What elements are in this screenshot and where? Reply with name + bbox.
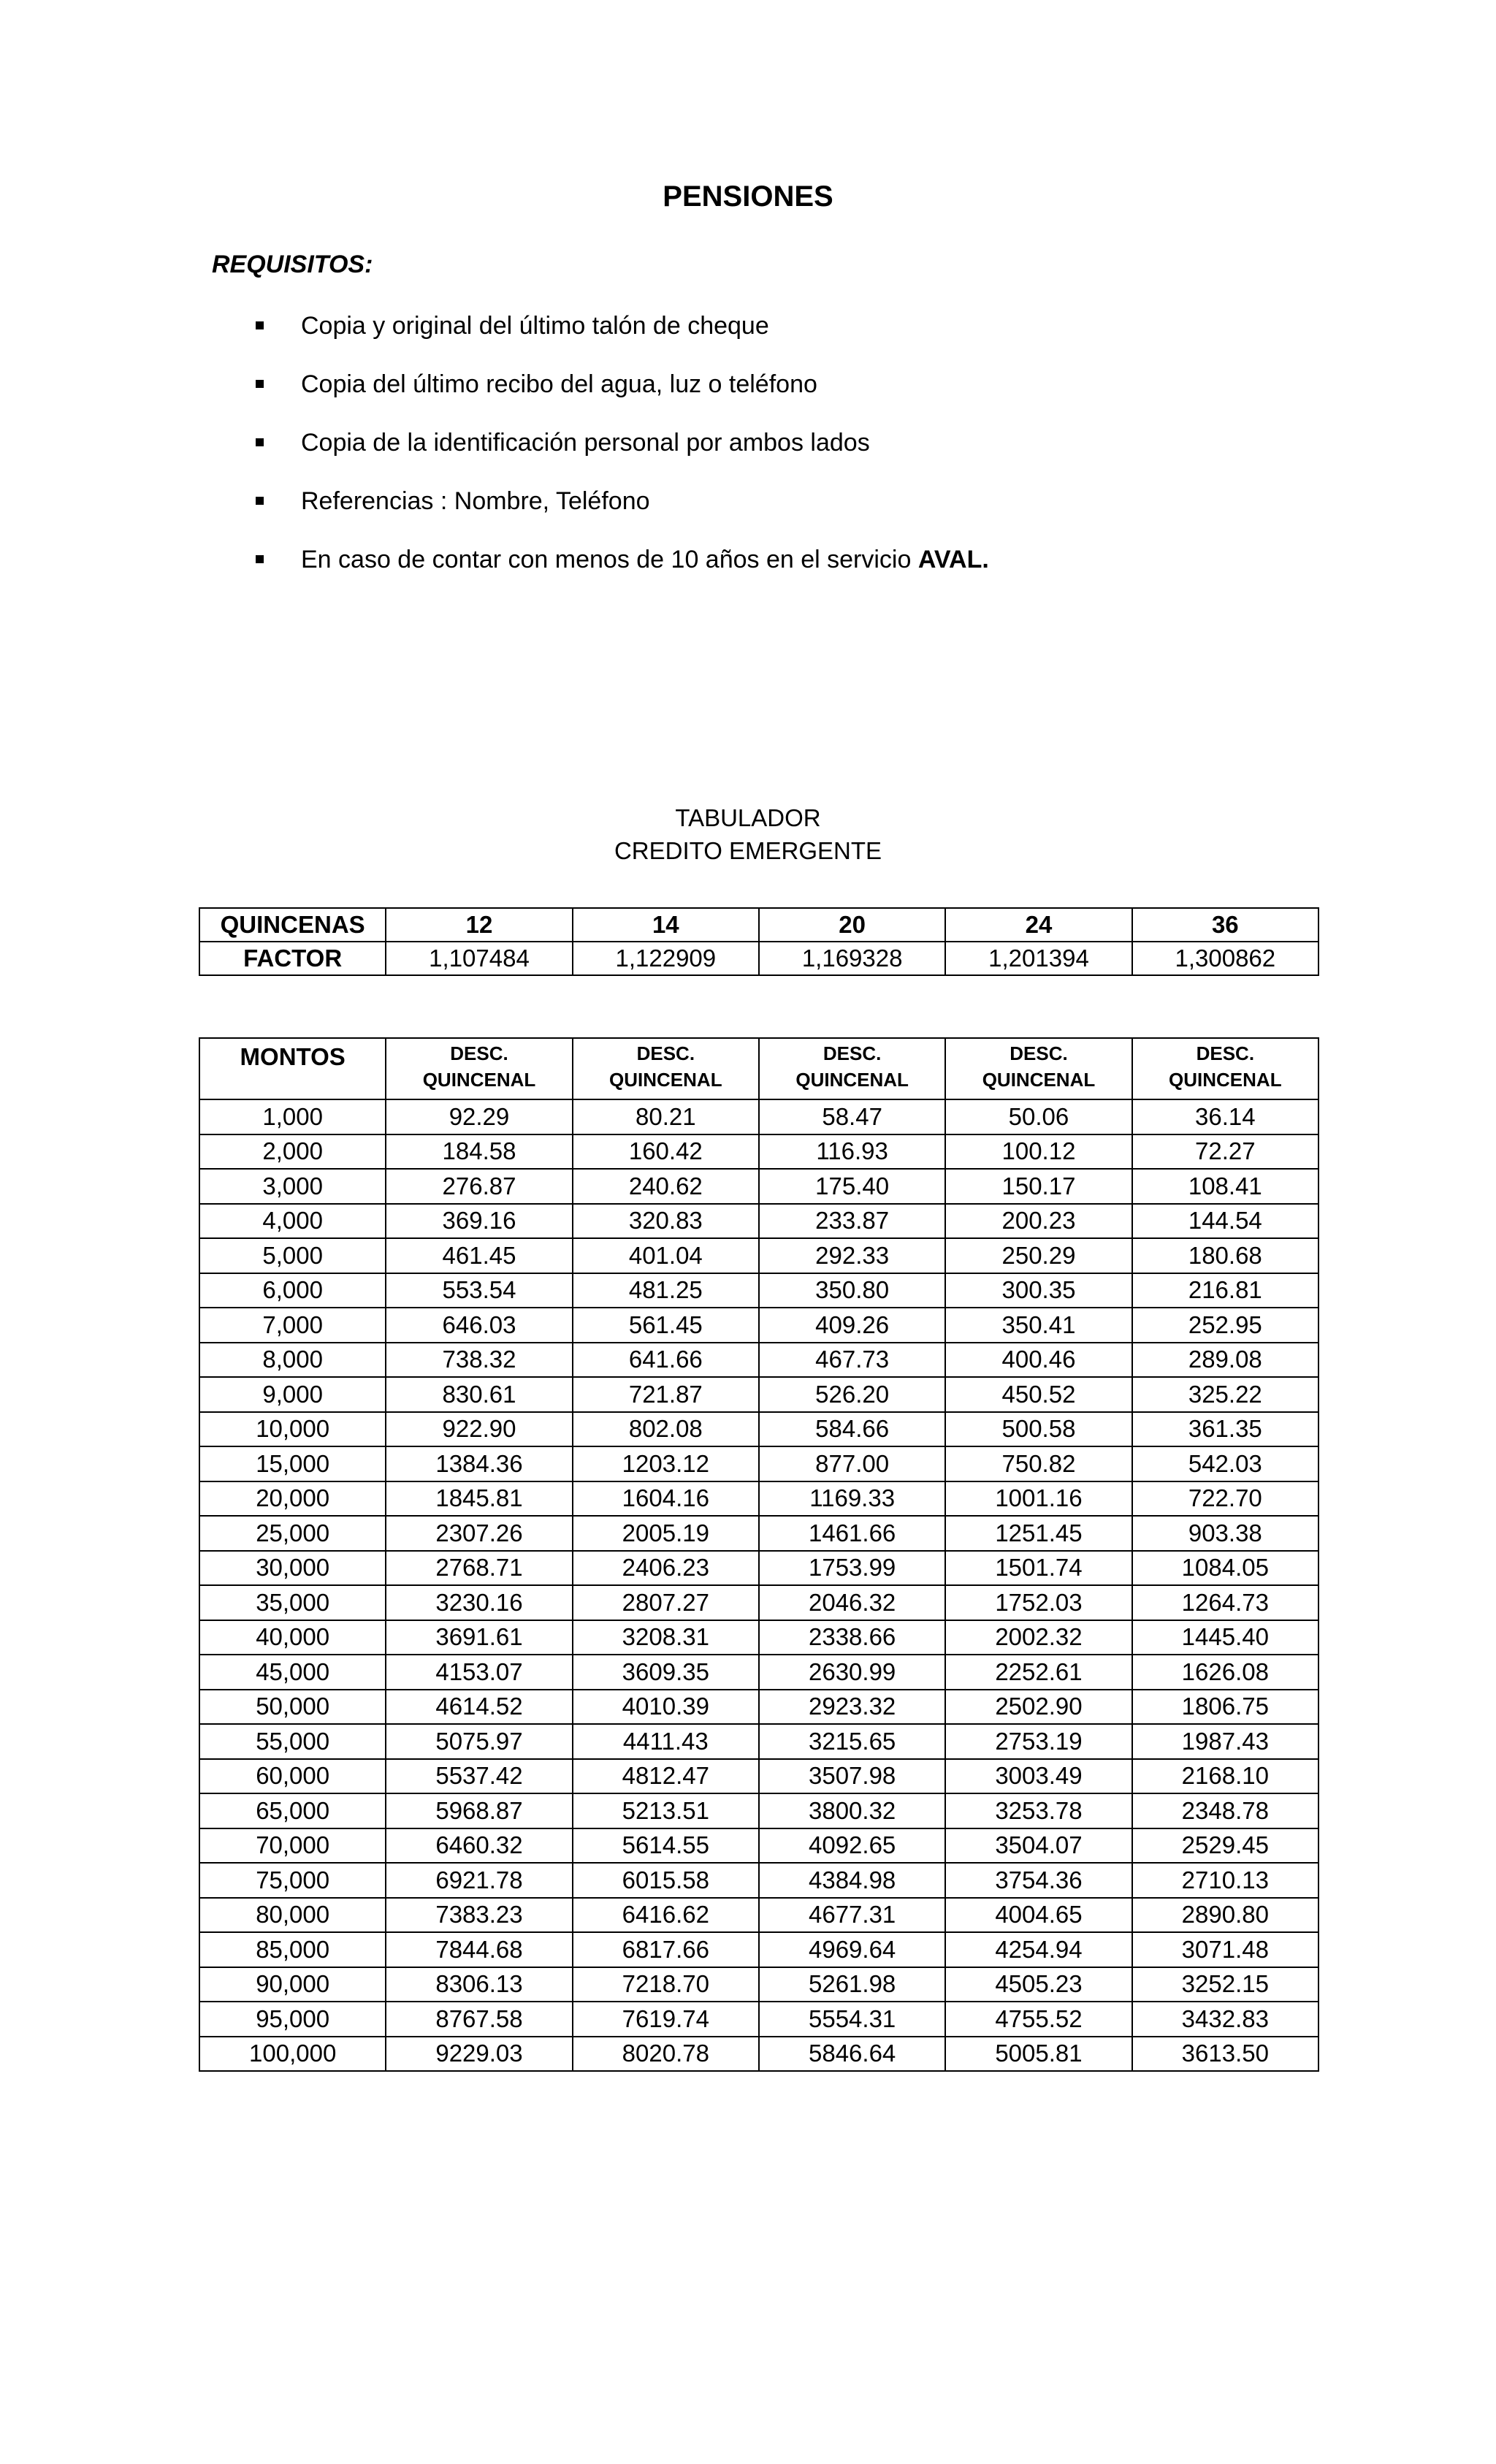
desc-quincenal-cell: 3253.78 [945,1793,1131,1828]
monto-cell: 1,000 [199,1099,386,1134]
amount-table-body [199,1099,1318,2071]
desc-quincenal-cell: 1752.03 [945,1585,1131,1620]
desc-quincenal-cell: 2406.23 [573,1551,759,1586]
monto-cell: 30,000 [199,1551,386,1586]
monto-cell: 75,000 [199,1863,386,1898]
desc-quincenal-cell: 721.87 [573,1377,759,1412]
requirement-text: En caso de contar con menos de 10 años en el servicio [301,546,918,573]
desc-header [945,1038,1131,1099]
desc-quincenal-cell: 877.00 [759,1446,945,1481]
desc-quincenal-cell: 4969.64 [759,1932,945,1967]
desc-quincenal-cell: 646.03 [386,1308,572,1343]
monto-cell: 9,000 [199,1377,386,1412]
monto-cell: 25,000 [199,1516,386,1551]
desc-quincenal-cell: 3609.35 [573,1655,759,1690]
desc-quincenal-cell: 150.17 [945,1169,1131,1204]
desc-quincenal-cell: 300.35 [945,1273,1131,1308]
desc-quincenal-cell: 1169.33 [759,1481,945,1517]
monto-cell: 70,000 [199,1828,386,1864]
desc-quincenal-cell: 4004.65 [945,1898,1131,1933]
desc-quincenal-cell: 3230.16 [386,1585,572,1620]
desc-quincenal-cell: 7383.23 [386,1898,572,1933]
desc-quincenal-cell: 738.32 [386,1343,572,1378]
desc-quincenal-cell: 2348.78 [1132,1793,1318,1828]
desc-quincenal-cell: 1084.05 [1132,1551,1318,1586]
desc-quincenal-cell: 1806.75 [1132,1690,1318,1725]
bullet-icon [256,321,264,329]
desc-quincenal-cell: 903.38 [1132,1516,1318,1551]
monto-cell: 80,000 [199,1898,386,1933]
desc-quincenal-cell: 3003.49 [945,1759,1131,1794]
factor-label: FACTOR [199,942,386,975]
desc-quincenal-cell: 584.66 [759,1412,945,1447]
desc-quincenal-cell: 2168.10 [1132,1759,1318,1794]
desc-quincenal-cell: 2529.45 [1132,1828,1318,1864]
table-row [199,1724,1318,1759]
requirement-bold-text: AVAL. [917,546,989,573]
desc-quincenal-cell: 4092.65 [759,1828,945,1864]
desc-quincenal-cell: 5537.42 [386,1759,572,1794]
quincenas-row [199,908,1318,942]
desc-quincenal-cell: 1753.99 [759,1551,945,1586]
desc-quincenal-cell: 2807.27 [573,1585,759,1620]
desc-quincenal-cell: 4411.43 [573,1724,759,1759]
desc-quincenal-cell: 50.06 [945,1099,1131,1134]
desc-quincenal-cell: 1001.16 [945,1481,1131,1517]
table-row [199,1585,1318,1620]
desc-header [759,1038,945,1099]
table-row [199,1516,1318,1551]
desc-quincenal-cell: 292.33 [759,1238,945,1273]
table-row [199,1620,1318,1655]
desc-quincenal-cell: 1501.74 [945,1551,1131,1586]
desc-quincenal-cell: 240.62 [573,1169,759,1204]
desc-quincenal-cell: 7619.74 [573,2002,759,2037]
monto-cell: 60,000 [199,1759,386,1794]
table-row [199,1655,1318,1690]
table-row [199,1134,1318,1170]
desc-quincenal-cell: 116.93 [759,1134,945,1170]
desc-quincenal-cell: 350.41 [945,1308,1131,1343]
requirement-item [256,365,989,424]
requirement-item [256,541,989,599]
monto-cell: 6,000 [199,1273,386,1308]
desc-quincenal-cell: 2002.32 [945,1620,1131,1655]
factor-row [199,942,1318,975]
desc-quincenal-cell: 250.29 [945,1238,1131,1273]
factor-cell: 1,107484 [386,942,572,975]
desc-quincenal-cell: 9229.03 [386,2037,572,2072]
bullet-icon [256,497,264,505]
desc-quincenal-cell: 1264.73 [1132,1585,1318,1620]
desc-quincenal-cell: 5554.31 [759,2002,945,2037]
desc-quincenal-cell: 2046.32 [759,1585,945,1620]
desc-quincenal-cell: 6817.66 [573,1932,759,1967]
desc-header [386,1038,572,1099]
desc-quincenal-cell: 4505.23 [945,1967,1131,2002]
requirements-heading: REQUISITOS: [212,251,373,278]
desc-quincenal-cell: 2710.13 [1132,1863,1318,1898]
table-row [199,1967,1318,2002]
desc-header-line1: DESC. [1010,1042,1068,1064]
desc-quincenal-cell: 216.81 [1132,1273,1318,1308]
desc-quincenal-cell: 750.82 [945,1446,1131,1481]
desc-quincenal-cell: 1203.12 [573,1446,759,1481]
monto-cell: 85,000 [199,1932,386,1967]
desc-quincenal-cell: 8767.58 [386,2002,572,2037]
desc-quincenal-cell: 2252.61 [945,1655,1131,1690]
monto-cell: 65,000 [199,1793,386,1828]
desc-header-line2: QUINCENAL [1169,1069,1282,1091]
requirement-item [256,424,989,482]
desc-quincenal-cell: 350.80 [759,1273,945,1308]
desc-quincenal-cell: 6015.58 [573,1863,759,1898]
table-row [199,1308,1318,1343]
desc-quincenal-cell: 5968.87 [386,1793,572,1828]
requirement-text: Copia de la identificación personal por ambos lados [301,429,870,457]
desc-quincenal-cell: 401.04 [573,1238,759,1273]
table-row [199,2037,1318,2072]
desc-quincenal-cell: 361.35 [1132,1412,1318,1447]
desc-quincenal-cell: 2768.71 [386,1551,572,1586]
desc-quincenal-cell: 4010.39 [573,1690,759,1725]
table-row [199,1759,1318,1794]
desc-quincenal-cell: 1251.45 [945,1516,1131,1551]
desc-quincenal-cell: 542.03 [1132,1446,1318,1481]
desc-quincenal-cell: 184.58 [386,1134,572,1170]
desc-quincenal-cell: 2005.19 [573,1516,759,1551]
monto-cell: 40,000 [199,1620,386,1655]
table-row [199,1169,1318,1204]
desc-quincenal-cell: 1987.43 [1132,1724,1318,1759]
monto-cell: 45,000 [199,1655,386,1690]
monto-cell: 100,000 [199,2037,386,2072]
desc-quincenal-cell: 6460.32 [386,1828,572,1864]
desc-quincenal-cell: 8020.78 [573,2037,759,2072]
factor-cell: 1,122909 [573,942,759,975]
table-row [199,1932,1318,1967]
desc-quincenal-cell: 1845.81 [386,1481,572,1517]
desc-quincenal-cell: 3071.48 [1132,1932,1318,1967]
desc-quincenal-cell: 3691.61 [386,1620,572,1655]
desc-quincenal-cell: 72.27 [1132,1134,1318,1170]
desc-quincenal-cell: 36.14 [1132,1099,1318,1134]
monto-cell: 8,000 [199,1343,386,1378]
bullet-icon [256,555,264,563]
tabulador-subtitle: CREDITO EMERGENTE [614,837,882,864]
desc-quincenal-cell: 553.54 [386,1273,572,1308]
monto-cell: 7,000 [199,1308,386,1343]
desc-quincenal-cell: 802.08 [573,1412,759,1447]
desc-quincenal-cell: 4755.52 [945,2002,1131,2037]
desc-quincenal-cell: 1604.16 [573,1481,759,1517]
desc-quincenal-cell: 641.66 [573,1343,759,1378]
table-row [199,1793,1318,1828]
desc-quincenal-cell: 1626.08 [1132,1655,1318,1690]
monto-cell: 90,000 [199,1967,386,2002]
quincenas-cell: 24 [945,908,1131,942]
desc-quincenal-cell: 325.22 [1132,1377,1318,1412]
desc-quincenal-cell: 2338.66 [759,1620,945,1655]
page-title: PENSIONES [663,180,833,213]
monto-cell: 50,000 [199,1690,386,1725]
desc-quincenal-cell: 144.54 [1132,1204,1318,1239]
factor-cell: 1,169328 [759,942,945,975]
desc-header-line1: DESC. [1196,1042,1255,1064]
desc-quincenal-cell: 7844.68 [386,1932,572,1967]
desc-quincenal-cell: 2753.19 [945,1724,1131,1759]
desc-quincenal-cell: 3432.83 [1132,2002,1318,2037]
desc-quincenal-cell: 108.41 [1132,1169,1318,1204]
desc-quincenal-cell: 3215.65 [759,1724,945,1759]
desc-quincenal-cell: 4812.47 [573,1759,759,1794]
desc-quincenal-cell: 461.45 [386,1238,572,1273]
desc-quincenal-cell: 4384.98 [759,1863,945,1898]
desc-quincenal-cell: 526.20 [759,1377,945,1412]
desc-quincenal-cell: 4677.31 [759,1898,945,1933]
desc-quincenal-cell: 3800.32 [759,1793,945,1828]
requirement-text: Referencias : Nombre, Teléfono [301,487,650,515]
table-row [199,1412,1318,1447]
monto-cell: 95,000 [199,2002,386,2037]
desc-quincenal-cell: 233.87 [759,1204,945,1239]
table-row [199,1863,1318,1898]
table-row [199,1099,1318,1134]
desc-quincenal-cell: 5075.97 [386,1724,572,1759]
desc-quincenal-cell: 5846.64 [759,2037,945,2072]
desc-quincenal-cell: 3208.31 [573,1620,759,1655]
tabulador-heading [0,801,1496,867]
desc-quincenal-cell: 467.73 [759,1343,945,1378]
desc-quincenal-cell: 4254.94 [945,1932,1131,1967]
monto-cell: 5,000 [199,1238,386,1273]
desc-quincenal-cell: 3252.15 [1132,1967,1318,2002]
table-row [199,1551,1318,1586]
factor-table [199,907,1319,976]
desc-quincenal-cell: 160.42 [573,1134,759,1170]
desc-quincenal-cell: 3507.98 [759,1759,945,1794]
desc-quincenal-cell: 4153.07 [386,1655,572,1690]
quincenas-cell: 12 [386,908,572,942]
requirement-text: Copia y original del último talón de cheque [301,312,769,340]
monto-cell: 15,000 [199,1446,386,1481]
desc-quincenal-cell: 1461.66 [759,1516,945,1551]
quincenas-cell: 36 [1132,908,1318,942]
desc-header-line1: DESC. [823,1042,882,1064]
requirement-item [256,482,989,541]
table-row [199,1898,1318,1933]
table-row [199,1343,1318,1378]
table-row [199,1690,1318,1725]
desc-quincenal-cell: 722.70 [1132,1481,1318,1517]
bullet-icon [256,380,264,388]
desc-quincenal-cell: 8306.13 [386,1967,572,2002]
desc-quincenal-cell: 450.52 [945,1377,1131,1412]
desc-quincenal-cell: 80.21 [573,1099,759,1134]
desc-quincenal-cell: 400.46 [945,1343,1131,1378]
desc-quincenal-cell: 180.68 [1132,1238,1318,1273]
desc-header-line2: QUINCENAL [795,1069,909,1091]
desc-header-line1: DESC. [450,1042,508,1064]
desc-quincenal-cell: 922.90 [386,1412,572,1447]
desc-quincenal-cell: 5614.55 [573,1828,759,1864]
desc-quincenal-cell: 6416.62 [573,1898,759,1933]
quincenas-cell: 20 [759,908,945,942]
desc-header [573,1038,759,1099]
table-row [199,1481,1318,1517]
desc-quincenal-cell: 561.45 [573,1308,759,1343]
quincenas-label: QUINCENAS [199,908,386,942]
monto-cell: 35,000 [199,1585,386,1620]
monto-cell: 20,000 [199,1481,386,1517]
tabulador-title: TABULADOR [675,804,821,831]
desc-quincenal-cell: 409.26 [759,1308,945,1343]
table-row [199,1446,1318,1481]
quincenas-cell: 14 [573,908,759,942]
desc-quincenal-cell: 3754.36 [945,1863,1131,1898]
desc-quincenal-cell: 320.83 [573,1204,759,1239]
desc-quincenal-cell: 5261.98 [759,1967,945,2002]
desc-quincenal-cell: 369.16 [386,1204,572,1239]
monto-cell: 4,000 [199,1204,386,1239]
desc-quincenal-cell: 500.58 [945,1412,1131,1447]
factor-cell: 1,201394 [945,942,1131,975]
desc-quincenal-cell: 3613.50 [1132,2037,1318,2072]
desc-quincenal-cell: 5005.81 [945,2037,1131,2072]
desc-quincenal-cell: 276.87 [386,1169,572,1204]
table-row [199,1828,1318,1864]
desc-quincenal-cell: 2307.26 [386,1516,572,1551]
desc-quincenal-cell: 2630.99 [759,1655,945,1690]
table-row [199,1204,1318,1239]
desc-quincenal-cell: 481.25 [573,1273,759,1308]
monto-cell: 2,000 [199,1134,386,1170]
desc-quincenal-cell: 175.40 [759,1169,945,1204]
desc-quincenal-cell: 289.08 [1132,1343,1318,1378]
factor-cell: 1,300862 [1132,942,1318,975]
desc-header [1132,1038,1318,1099]
requirement-text: Copia del último recibo del agua, luz o teléfono [301,370,817,398]
desc-quincenal-cell: 3504.07 [945,1828,1131,1864]
monto-cell: 10,000 [199,1412,386,1447]
requirement-item [256,307,989,365]
desc-quincenal-cell: 58.47 [759,1099,945,1134]
amount-header-row [199,1038,1318,1099]
table-row [199,1377,1318,1412]
table-row [199,2002,1318,2037]
table-row [199,1238,1318,1273]
desc-quincenal-cell: 92.29 [386,1099,572,1134]
monto-cell: 3,000 [199,1169,386,1204]
desc-quincenal-cell: 200.23 [945,1204,1131,1239]
desc-quincenal-cell: 1445.40 [1132,1620,1318,1655]
montos-header: MONTOS [199,1038,386,1099]
requirements-list [256,307,989,599]
amount-table [199,1037,1319,2072]
monto-cell: 55,000 [199,1724,386,1759]
desc-quincenal-cell: 4614.52 [386,1690,572,1725]
desc-quincenal-cell: 6921.78 [386,1863,572,1898]
desc-header-line1: DESC. [636,1042,695,1064]
desc-quincenal-cell: 7218.70 [573,1967,759,2002]
desc-quincenal-cell: 2923.32 [759,1690,945,1725]
desc-header-line2: QUINCENAL [609,1069,722,1091]
bullet-icon [256,438,264,446]
desc-quincenal-cell: 830.61 [386,1377,572,1412]
desc-quincenal-cell: 100.12 [945,1134,1131,1170]
desc-header-line2: QUINCENAL [982,1069,1096,1091]
desc-quincenal-cell: 5213.51 [573,1793,759,1828]
desc-quincenal-cell: 2890.80 [1132,1898,1318,1933]
desc-header-line2: QUINCENAL [422,1069,536,1091]
desc-quincenal-cell: 2502.90 [945,1690,1131,1725]
desc-quincenal-cell: 252.95 [1132,1308,1318,1343]
desc-quincenal-cell: 1384.36 [386,1446,572,1481]
table-row [199,1273,1318,1308]
